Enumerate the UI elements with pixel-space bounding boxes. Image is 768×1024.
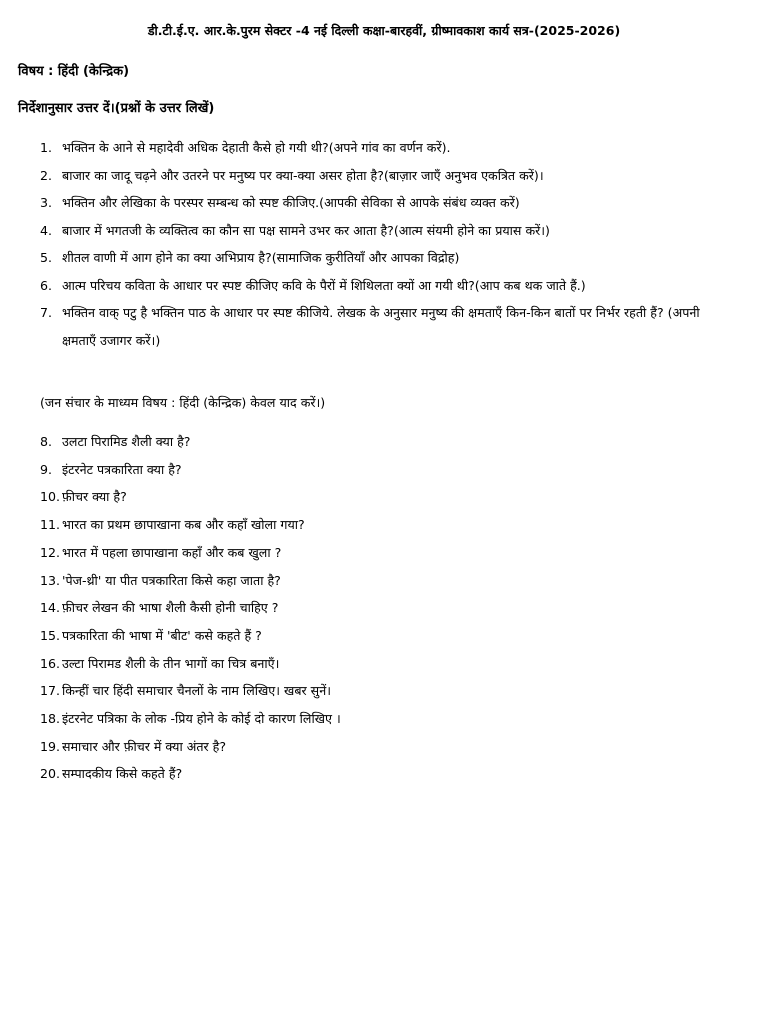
question-number: 1. <box>40 140 53 155</box>
question-item <box>40 162 730 190</box>
question-number: 5. <box>40 250 53 265</box>
question-number: 3. <box>40 195 53 210</box>
question-item <box>40 760 730 788</box>
question-text: फ़ीचर लेखन की भाषा शैली कैसी होनी चाहिए ? <box>62 600 279 616</box>
question-item <box>40 622 730 650</box>
question-number: 20. <box>40 766 61 782</box>
question-item <box>40 650 730 678</box>
question-number: 10. <box>40 489 61 505</box>
question-list-part2 <box>40 428 730 788</box>
question-text: समाचार और फ़ीचर में क्या अंतर है? <box>62 738 227 754</box>
question-item <box>40 594 730 622</box>
question-number: 7. <box>40 305 53 320</box>
question-number: 4. <box>40 222 53 238</box>
question-text: उलटा पिरामिड शैली क्या है? <box>62 434 191 449</box>
question-item <box>40 134 730 162</box>
question-number: 12. <box>40 544 61 560</box>
question-text: आत्म परिचय कविता के आधार पर स्पष्ट कीजिए कवि के पैरों में शिथिलता क्यों आ गयी थी?(आप कब थक जाते हैं.) <box>62 277 586 293</box>
question-number: 11. <box>40 517 61 533</box>
question-text: बाजार में भगतजी के व्यक्तित्व का कौन सा पक्ष सामने उभर कर आता है?(आत्म संयमी होने का प्रयास करें।) <box>62 222 550 238</box>
question-text: भारत का प्रथम छापाखाना कब और कहाँ खोला गया? <box>62 517 305 533</box>
question-text: सम्पादकीय किसे कहते हैं? <box>62 766 183 782</box>
instruction-heading: निर्देशानुसार उत्तर दें।(प्रश्नों के उत्तर लिखें) <box>18 101 215 116</box>
question-number: 8. <box>40 434 53 449</box>
question-item <box>40 733 730 761</box>
question-item <box>40 511 730 539</box>
subject-heading: विषय : हिंदी (केन्द्रिक) <box>18 64 130 79</box>
question-text: इंटरनेट पत्रकारिता क्या है? <box>62 461 182 477</box>
question-item <box>40 483 730 511</box>
question-item <box>40 428 730 456</box>
question-item <box>40 189 730 217</box>
question-text: उल्टा पिरामड शैली के तीन भागों का चित्र बनाएँ। <box>62 655 280 671</box>
question-number: 9. <box>40 461 53 477</box>
question-text: फ़ीचर क्या है? <box>62 489 127 505</box>
question-number: 14. <box>40 600 61 616</box>
question-text: भक्तिन वाक् पटु है भक्तिन पाठ के आधार पर स्पष्ट कीजिये. लेखक के अनुसार मनुष्य की क्षमताएँ किन-किन बातों पर निर्भर रहती हैं? (अपनी क्षमताएँ उजागर करें।) <box>62 305 700 348</box>
question-item <box>40 272 730 300</box>
question-item <box>40 677 730 705</box>
question-item <box>40 217 730 245</box>
question-text: भक्तिन के आने से महादेवी अधिक देहाती कैसे हो गयी थी?(अपने गांव का वर्णन करें). <box>62 140 451 155</box>
question-text: शीतल वाणी में आग होने का क्या अभिप्राय है?(सामाजिक कुरीतियाँ और आपका विद्रोह) <box>62 250 460 265</box>
question-number: 18. <box>40 711 61 727</box>
question-item <box>40 456 730 484</box>
question-text: भारत में पहला छापाखाना कहाँ और कब खुला ? <box>62 544 282 560</box>
question-number: 19. <box>40 738 61 754</box>
question-text: इंटरनेट पत्रिका के लोक -प्रिय होने के कोई दो कारण लिखिए । <box>62 711 341 727</box>
section-note: (जन संचार के माध्यम विषय : हिंदी (केन्द्रिक) केवल याद करें।) <box>40 395 326 410</box>
question-text: भक्तिन और लेखिका के परस्पर सम्बन्ध को स्पष्ट कीजिए.(आपकी सेविका से आपके संबंध व्यक्त करें) <box>62 195 520 210</box>
question-item <box>40 705 730 733</box>
question-number: 13. <box>40 572 61 588</box>
question-text: किन्हीं चार हिंदी समाचार चैनलों के नाम लिखिए। खबर सुनें। <box>62 683 331 699</box>
question-text: 'पेज-थ्री' या पीत पत्रकारिता किसे कहा जाता है? <box>62 572 281 588</box>
question-number: 17. <box>40 683 61 699</box>
question-text: पत्रकारिता की भाषा में 'बीट' कसे कहते हैं ? <box>62 627 262 643</box>
question-number: 15. <box>40 627 61 643</box>
question-number: 6. <box>40 277 53 293</box>
question-text: बाजार का जादू चढ़ने और उतरने पर मनुष्य पर क्या-क्या असर होता है?(बाज़ार जाएँ अनुभव एकत्रित करें)। <box>62 167 544 183</box>
question-item <box>40 244 730 272</box>
question-item <box>40 299 730 354</box>
question-list-part1 <box>40 134 730 354</box>
question-item <box>40 539 730 567</box>
question-number: 2. <box>40 167 53 183</box>
question-item <box>40 567 730 595</box>
question-number: 16. <box>40 655 61 671</box>
document-header: डी.टी.ई.ए. आर.के.पुरम सेक्टर -4 नई दिल्ली कक्षा-बारहवीं, ग्रीष्मावकाश कार्य सत्र-(2025-2026) <box>147 23 621 38</box>
